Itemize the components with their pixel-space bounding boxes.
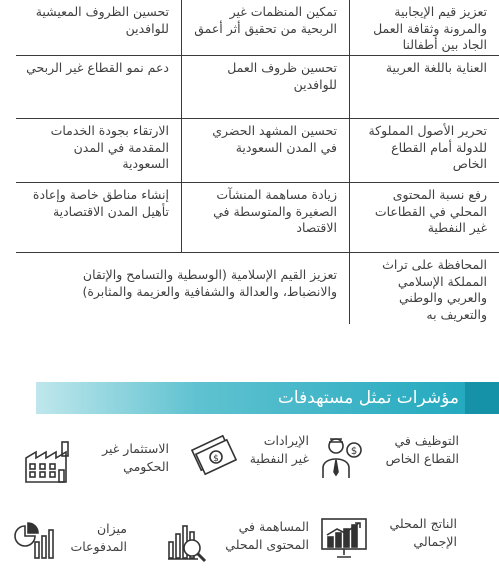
indicator-item bbox=[179, 432, 309, 494]
indicator-label: ميزان المدفوعات bbox=[70, 521, 127, 554]
svg-text:$: $ bbox=[213, 454, 219, 464]
section-heading: مؤشرات تمثل مستهدفات bbox=[277, 388, 459, 408]
objective-cell-wide: تعزيز القيم الإسلامية (الوسطية والتسامح والإتقان والانضباط، والعدالة والشفافية والعزيمة والمثابرة) bbox=[82, 267, 337, 299]
bar-chart-magnifier-icon bbox=[165, 518, 211, 564]
objective-cell: تعزيز قيم الإيجابية والمرونة وثقافة العمل الجاد بين أطفالنا bbox=[349, 0, 499, 56]
objective-cell: دعم نمو القطاع غير الربحي bbox=[16, 56, 181, 119]
objectives-table bbox=[16, 0, 499, 324]
svg-text:$: $ bbox=[350, 446, 358, 457]
indicator-label: الإيرادات غير النفطية bbox=[249, 433, 309, 466]
objective-cell: تمكين المنظمات غير الربحية من تحقيق أثر أعمق bbox=[181, 0, 349, 56]
growth-board-icon bbox=[319, 515, 371, 561]
banknote-icon bbox=[189, 432, 237, 476]
indicator-label: الناتج المحلي الإجمالي bbox=[389, 516, 457, 549]
objective-cell: زيادة مساهمة المنشآت الصغيرة والمتوسطة في الاقتصاد bbox=[181, 183, 349, 253]
objective-cell: تحسين ظروف العمل للوافدين bbox=[181, 56, 349, 119]
indicator-label: الاستثمار غير الحكومي bbox=[102, 441, 169, 474]
indicator-item bbox=[309, 432, 459, 494]
ribbon-shade bbox=[465, 382, 499, 414]
objective-cell: المحافظة على تراث المملكة الإسلامي والعربي والوطني والتعريف به bbox=[349, 253, 499, 324]
objective-cell: رفع نسبة المحتوى المحلي في القطاعات غير النفطية bbox=[349, 183, 499, 253]
indicator-item bbox=[12, 520, 127, 580]
objective-cell: إنشاء مناطق خاصة وإعادة تأهيل المدن الاقتصادية bbox=[16, 183, 181, 253]
factory-icon bbox=[22, 440, 74, 486]
indicator-label: التوظيف في القطاع الخاص bbox=[385, 433, 459, 466]
objective-cell: تحرير الأصول المملوكة للدولة أمام القطاع الخاص bbox=[349, 119, 499, 183]
indicator-label: المساهمة في المحتوى المحلي bbox=[225, 519, 309, 552]
indicator-item bbox=[169, 518, 309, 580]
employee-dollar-icon bbox=[319, 432, 363, 482]
indicator-item bbox=[19, 440, 169, 502]
objective-cell: الارتقاء بجودة الخدمات المقدمة في المدن السعودية bbox=[16, 119, 181, 183]
objective-cell: العناية باللغة العربية bbox=[349, 56, 499, 119]
objective-cell: تحسين المشهد الحضري في المدن السعودية bbox=[181, 119, 349, 183]
pie-bars-icon bbox=[13, 520, 57, 560]
objective-cell: تحسين الظروف المعيشية للوافدين bbox=[16, 0, 181, 56]
indicator-item bbox=[307, 515, 457, 577]
